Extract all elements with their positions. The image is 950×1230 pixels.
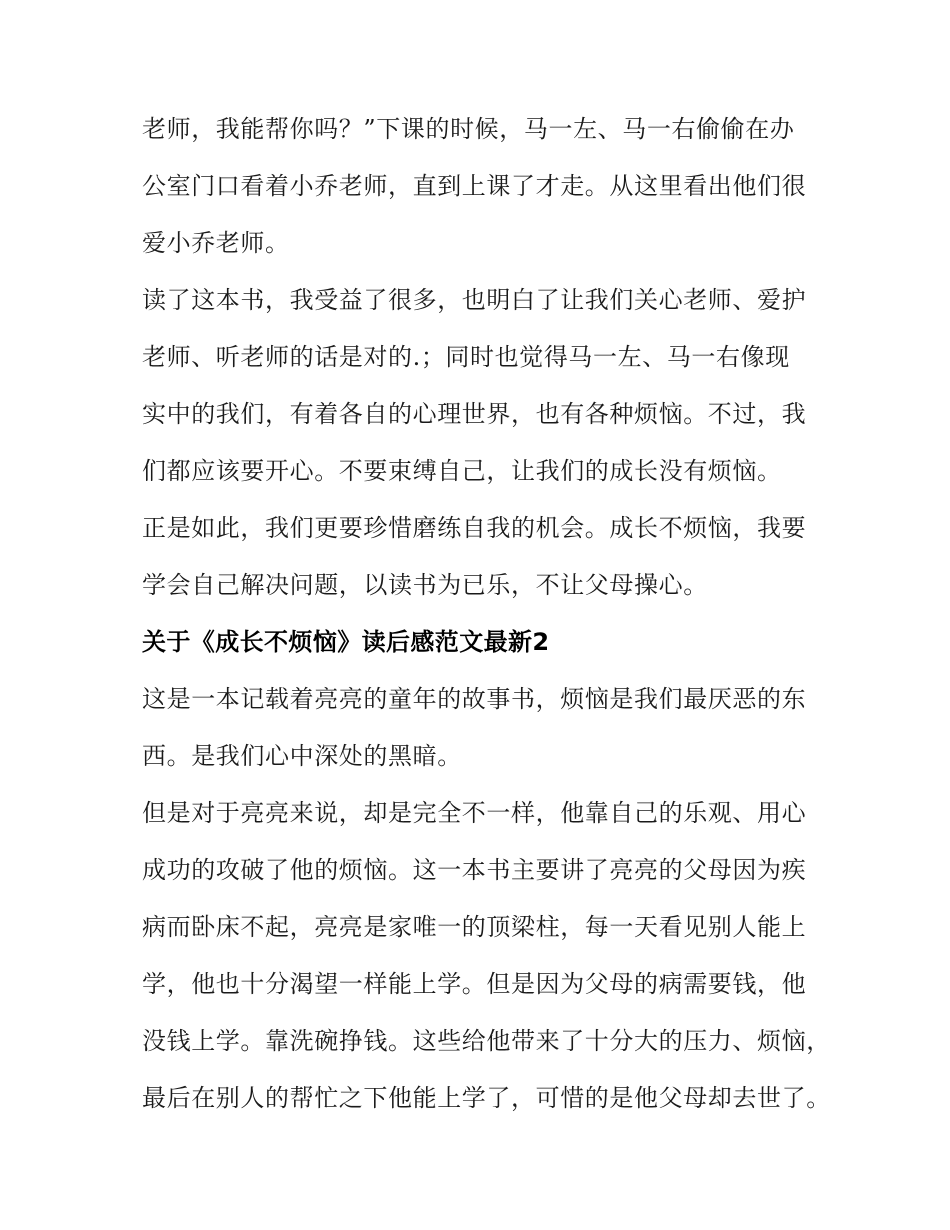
paragraph-line: 病而卧床不起，亮亮是家唯一的顶梁柱，每一天看见别人能上 <box>142 913 807 941</box>
paragraph-line: 学，他也十分渴望一样能上学。但是因为父母的病需要钱，他 <box>142 970 807 998</box>
paragraph-line: 公室门口看着小乔老师，直到上课了才走。从这里看出他们很 <box>142 172 807 200</box>
paragraph-line: 最后在别人的帮忙之下他能上学了，可惜的是他父母却去世了。 <box>142 1084 831 1112</box>
paragraph-line: 读了这本书，我受益了很多，也明白了让我们关心老师、爱护 <box>142 286 807 314</box>
paragraph-line: 们都应该要开心。不要束缚自己，让我们的成长没有烦恼。 <box>142 457 782 485</box>
paragraph-line: 西。是我们心中深处的黑暗。 <box>142 742 462 770</box>
section-heading: 关于《成长不烦恼》读后感范文最新2 <box>142 628 550 656</box>
paragraph-line: 实中的我们，有着各自的心理世界，也有各种烦恼。不过，我 <box>142 400 807 428</box>
paragraph-line: 但是对于亮亮来说，却是完全不一样，他靠自己的乐观、用心 <box>142 799 807 827</box>
paragraph-line: 没钱上学。靠洗碗挣钱。这些给他带来了十分大的压力、烦恼， <box>142 1027 831 1055</box>
paragraph-line: 爱小乔老师。 <box>142 229 290 257</box>
paragraph-line: 老师，我能帮你吗？”下课的时候，马一左、马一右偷偷在办 <box>142 115 795 143</box>
paragraph-line: 成功的攻破了他的烦恼。这一本书主要讲了亮亮的父母因为疾 <box>142 856 807 884</box>
paragraph-line: 学会自己解决问题，以读书为已乐，不让父母操心。 <box>142 571 708 599</box>
paragraph-line: 正是如此，我们更要珍惜磨练自我的机会。成长不烦恼，我要 <box>142 514 807 542</box>
paragraph-line: 这是一本记载着亮亮的童年的故事书，烦恼是我们最厌恶的东 <box>142 685 807 713</box>
paragraph-line: 老师、听老师的话是对的.；同时也觉得马一左、马一右像现 <box>142 343 790 371</box>
